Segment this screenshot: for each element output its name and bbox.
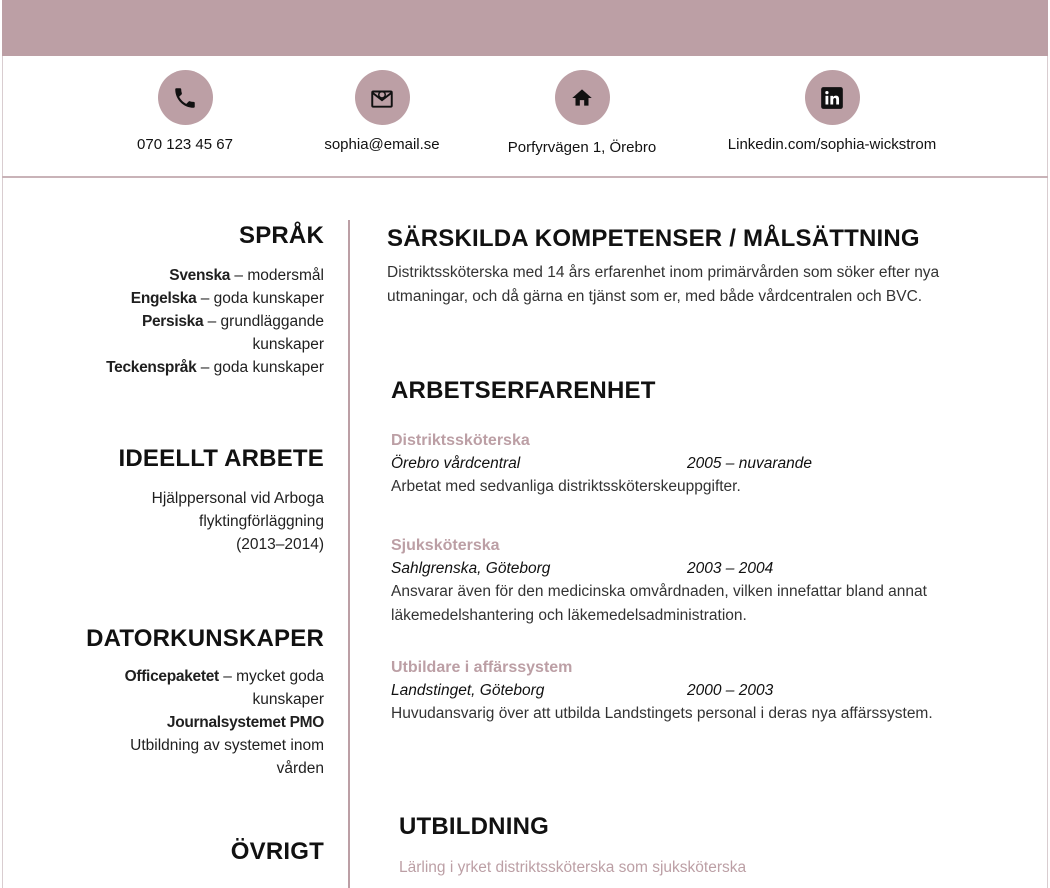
job-place: Sahlgrenska, Göteborg	[391, 560, 551, 577]
job-entry	[391, 537, 971, 627]
contact-text: sophia@email.se	[324, 136, 440, 153]
section-heading: SPRÅK	[238, 222, 324, 249]
header-band	[2, 0, 1048, 56]
job-description: Huvudansvarig över att utbilda Landstingets personal i deras nya affärssystem.	[391, 705, 933, 722]
summary-text: Distriktssköterska med 14 års erfarenhet inom primärvården som söker efter nya utmaningar, och då gärna en tjänst som er, med både vårdcentralen och BVC.	[387, 264, 940, 305]
contact-linkedin	[682, 70, 982, 153]
section-heading: ÖVRIGT	[230, 838, 324, 865]
contact-divider	[2, 176, 1048, 178]
language-item: Svenska – modersmål	[169, 267, 324, 284]
job-title: Utbildare i affärssystem	[391, 659, 573, 676]
skill-item: Officepaketet – mycket goda kunskaper	[124, 668, 324, 708]
section-datorkunskaper	[0, 625, 324, 780]
job-place: Landstinget, Göteborg	[391, 682, 545, 699]
language-item: Persiska – grundläggande kunskaper	[141, 313, 324, 353]
column-divider	[348, 220, 350, 888]
linkedin-icon	[805, 70, 860, 125]
computer-skills-list	[0, 665, 324, 780]
job-title: Sjuksköterska	[391, 537, 500, 554]
phone-icon	[158, 70, 213, 125]
page-border-right	[1047, 56, 1048, 888]
job-place: Örebro vårdcentral	[391, 455, 521, 472]
section-utbildning	[399, 813, 746, 877]
envelope-icon	[355, 70, 410, 125]
job-entry	[391, 432, 971, 499]
section-heading: ARBETSERFARENHET	[391, 377, 656, 404]
job-meta	[391, 452, 971, 475]
section-heading: IDEELLT ARBETE	[118, 445, 324, 472]
skill-item: Journalsystemet PMO	[166, 714, 324, 731]
section-ovrigt	[0, 838, 324, 866]
section-heading: SÄRSKILDA KOMPETENSER / MÅLSÄTTNING	[387, 225, 920, 252]
skill-extra: Utbildning av systemet inom vården	[130, 737, 324, 777]
job-description: Ansvarar även för den medicinska omvårdnaden, vilken innefattar bland annat läkemedelshantering och läkemedelsadministration.	[391, 583, 927, 624]
job-dates: 2003 – 2004	[687, 560, 774, 577]
language-item: Engelska – goda kunskaper	[130, 290, 324, 307]
job-description: Arbetat med sedvanliga distriktssköterskeuppgifter.	[391, 478, 741, 495]
contact-text: 070 123 45 67	[137, 136, 233, 153]
section-sprak	[0, 222, 324, 379]
section-ideellt-arbete	[0, 445, 324, 556]
section-heading: DATORKUNSKAPER	[86, 625, 324, 652]
section-arbetserfarenhet	[391, 377, 656, 405]
job-title: Distriktssköterska	[391, 432, 530, 449]
job-entry	[391, 659, 971, 726]
home-icon	[555, 70, 610, 125]
section-kompetenser	[387, 225, 947, 308]
contact-text: Linkedin.com/sophia-wickstrom	[727, 136, 937, 153]
language-list	[0, 264, 324, 379]
volunteer-text: Hjälppersonal vid Arboga flyktingförläggning (2013–2014)	[151, 490, 324, 553]
contact-text: Porfyrvägen 1, Örebro	[507, 139, 657, 156]
education-title: Lärling i yrket distriktssköterska som sjuksköterska	[399, 859, 747, 876]
job-meta	[391, 557, 971, 580]
language-item: Teckenspråk – goda kunskaper	[106, 359, 324, 376]
job-meta	[391, 679, 971, 702]
job-dates: 2000 – 2003	[687, 682, 774, 699]
section-heading: UTBILDNING	[399, 813, 549, 840]
job-dates: 2005 – nuvarande	[687, 455, 812, 472]
